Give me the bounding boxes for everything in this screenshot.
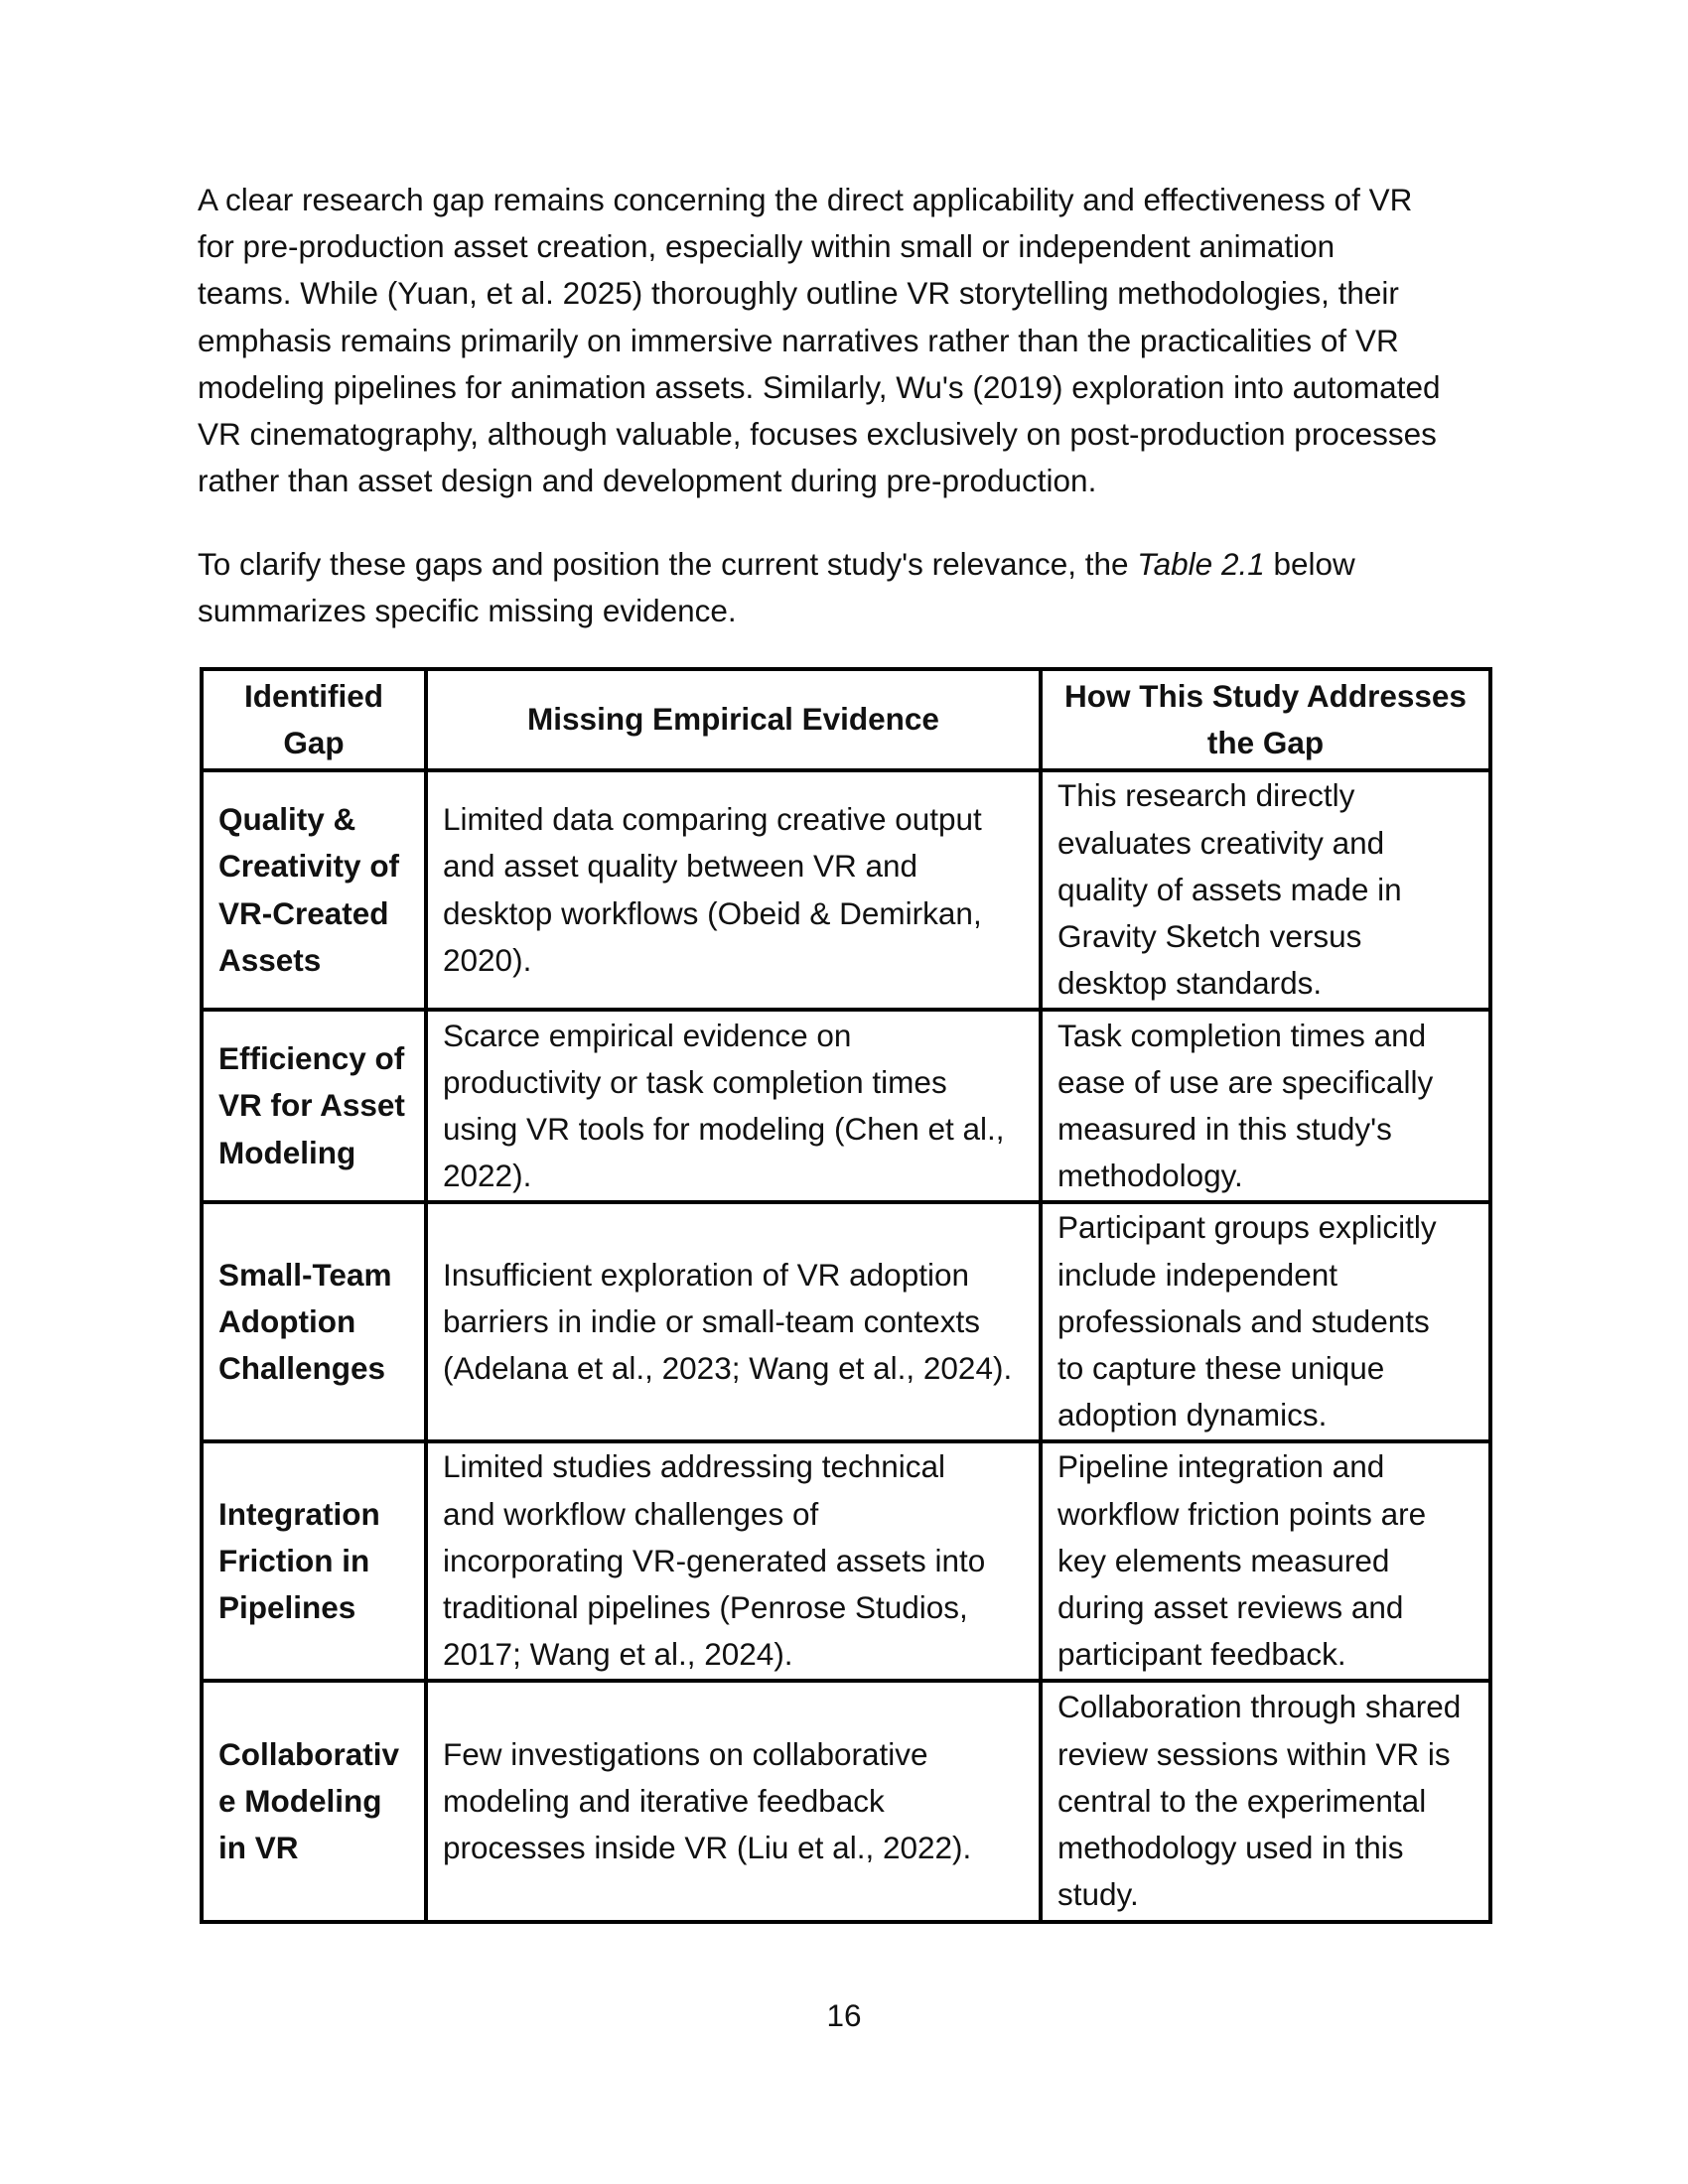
- cell-line: Collaborativ: [218, 1735, 400, 1772]
- cell-line: review sessions within VR is: [1057, 1735, 1451, 1772]
- cell-line: Modeling: [218, 1134, 356, 1170]
- cell-line: e Modeling: [218, 1782, 382, 1819]
- cell-line: and workflow challenges of: [443, 1495, 819, 1532]
- cell-line: desktop standards.: [1057, 965, 1323, 1002]
- cell-line: Participant groups explicitly: [1057, 1209, 1437, 1246]
- cell-line: 2017; Wang et al., 2024).: [443, 1636, 793, 1673]
- addresses-cell: [1041, 1202, 1490, 1441]
- gap-cell: [202, 770, 426, 1010]
- cell-line: desktop workflows (Obeid & Demirkan,: [443, 894, 982, 931]
- paragraph-line: modeling pipelines for animation assets. Similarly, Wu's (2019) exploration into automated: [198, 368, 1441, 405]
- header-line: Identified: [244, 677, 383, 714]
- cell-line: Adoption: [218, 1302, 356, 1339]
- cell-line: ease of use are specifically: [1057, 1063, 1434, 1100]
- cell-line: participant feedback.: [1057, 1636, 1346, 1673]
- page-number: 16: [826, 1997, 862, 2033]
- paragraph-line: summarizes specific missing evidence.: [198, 593, 737, 629]
- header-line: the Gap: [1206, 725, 1325, 760]
- cell-line: Limited studies addressing technical: [443, 1448, 946, 1485]
- column-header-identified-gap: [202, 669, 426, 770]
- table-row: [202, 1441, 1490, 1681]
- cell-line: incorporating VR-generated assets into: [443, 1542, 986, 1578]
- paragraph-line: VR cinematography, although valuable, focuses exclusively on post-production processes: [198, 416, 1437, 453]
- cell-line: Task completion times and: [1057, 1017, 1427, 1053]
- cell-line: Small-Team: [218, 1256, 392, 1293]
- table-row: [202, 770, 1490, 1010]
- column-header-missing-evidence: [426, 669, 1041, 770]
- cell-line: Assets: [218, 941, 322, 978]
- intro-text-after: below: [1264, 546, 1355, 582]
- cell-line: to capture these unique: [1057, 1350, 1385, 1387]
- header-line: Missing Empirical Evidence: [527, 701, 939, 738]
- cell-line: Integration: [218, 1495, 380, 1532]
- paragraph-line: rather than asset design and development during pre-production.: [198, 463, 1097, 499]
- cell-line: This research directly: [1057, 777, 1355, 814]
- cell-line: barriers in indie or small-team contexts: [443, 1302, 980, 1339]
- addresses-cell: [1041, 1441, 1490, 1681]
- cell-line: central to the experimental: [1057, 1782, 1427, 1819]
- column-header-how-addressed: [1041, 669, 1490, 770]
- cell-line: 2020).: [443, 941, 532, 978]
- paragraph-line: [198, 541, 1488, 588]
- cell-line: key elements measured: [1057, 1542, 1390, 1578]
- cell-line: Limited data comparing creative output: [443, 801, 982, 838]
- evidence-cell: [426, 1202, 1041, 1441]
- paragraph-line: teams. While (Yuan, et al. 2025) thoroughly outline VR storytelling methodologies, their: [198, 275, 1399, 312]
- header-line: Gap: [283, 725, 345, 760]
- cell-line: Gravity Sketch versus: [1057, 918, 1362, 955]
- gap-cell: [202, 1202, 426, 1441]
- cell-line: professionals and students: [1057, 1302, 1430, 1339]
- cell-line: include independent: [1057, 1256, 1337, 1293]
- cell-line: VR-Created: [218, 894, 389, 931]
- cell-line: Scarce empirical evidence on: [443, 1017, 852, 1053]
- addresses-cell: [1041, 1010, 1490, 1202]
- cell-line: measured in this study's: [1057, 1111, 1392, 1147]
- paragraph-line: for pre-production asset creation, especially within small or independent animation: [198, 228, 1336, 265]
- cell-line: Efficiency of: [218, 1040, 405, 1077]
- table-row: [202, 1202, 1490, 1441]
- gap-cell: [202, 1441, 426, 1681]
- addresses-cell: [1041, 770, 1490, 1010]
- cell-line: Friction in: [218, 1542, 370, 1578]
- cell-line: Pipeline integration and: [1057, 1448, 1385, 1485]
- evidence-cell: [426, 770, 1041, 1010]
- addresses-cell: [1041, 1681, 1490, 1922]
- cell-line: modeling and iterative feedback: [443, 1782, 885, 1819]
- evidence-cell: [426, 1010, 1041, 1202]
- cell-line: study.: [1057, 1876, 1139, 1913]
- table-reference: Table 2.1: [1137, 546, 1265, 582]
- cell-line: using VR tools for modeling (Chen et al.,: [443, 1111, 1005, 1147]
- evidence-cell: [426, 1681, 1041, 1922]
- paragraph-line: A clear research gap remains concerning the direct applicability and effectiveness of VR: [198, 182, 1413, 217]
- cell-line: during asset reviews and: [1057, 1589, 1404, 1626]
- cell-line: Insufficient exploration of VR adoption: [443, 1256, 970, 1293]
- cell-line: productivity or task completion times: [443, 1063, 947, 1100]
- cell-line: Creativity of: [218, 848, 400, 885]
- cell-line: and asset quality between VR and: [443, 848, 918, 885]
- cell-line: Quality &: [218, 801, 356, 838]
- cell-line: adoption dynamics.: [1057, 1397, 1328, 1433]
- cell-line: (Adelana et al., 2023; Wang et al., 2024).: [443, 1350, 1013, 1387]
- intro-text-before: To clarify these gaps and position the current study's relevance, the: [198, 546, 1138, 582]
- cell-line: methodology used in this: [1057, 1830, 1404, 1866]
- cell-line: quality of assets made in: [1057, 871, 1402, 907]
- research-gap-paragraph: [198, 177, 1488, 504]
- gap-cell: [202, 1681, 426, 1922]
- cell-line: in VR: [218, 1830, 299, 1866]
- header-line: How This Study Addresses: [1064, 677, 1467, 714]
- paragraph-line: emphasis remains primarily on immersive narratives rather than the practicalities of VR: [198, 322, 1399, 358]
- evidence-cell: [426, 1441, 1041, 1681]
- cell-line: 2022).: [443, 1158, 532, 1194]
- cell-line: processes inside VR (Liu et al., 2022).: [443, 1830, 972, 1866]
- gap-cell: [202, 1010, 426, 1202]
- cell-line: traditional pipelines (Penrose Studios,: [443, 1589, 968, 1626]
- cell-line: evaluates creativity and: [1057, 824, 1385, 861]
- cell-line: Challenges: [218, 1350, 386, 1387]
- cell-line: VR for Asset: [218, 1087, 405, 1124]
- cell-line: workflow friction points are: [1057, 1495, 1427, 1532]
- cell-line: Collaboration through shared: [1057, 1689, 1462, 1725]
- cell-line: methodology.: [1057, 1158, 1243, 1194]
- table-row: [202, 1010, 1490, 1202]
- table-header-row: [202, 669, 1490, 770]
- research-gap-table: [200, 667, 1492, 1924]
- cell-line: Few investigations on collaborative: [443, 1735, 928, 1772]
- table-row: [202, 1681, 1490, 1922]
- table-intro-paragraph: [198, 541, 1488, 634]
- cell-line: Pipelines: [218, 1589, 356, 1626]
